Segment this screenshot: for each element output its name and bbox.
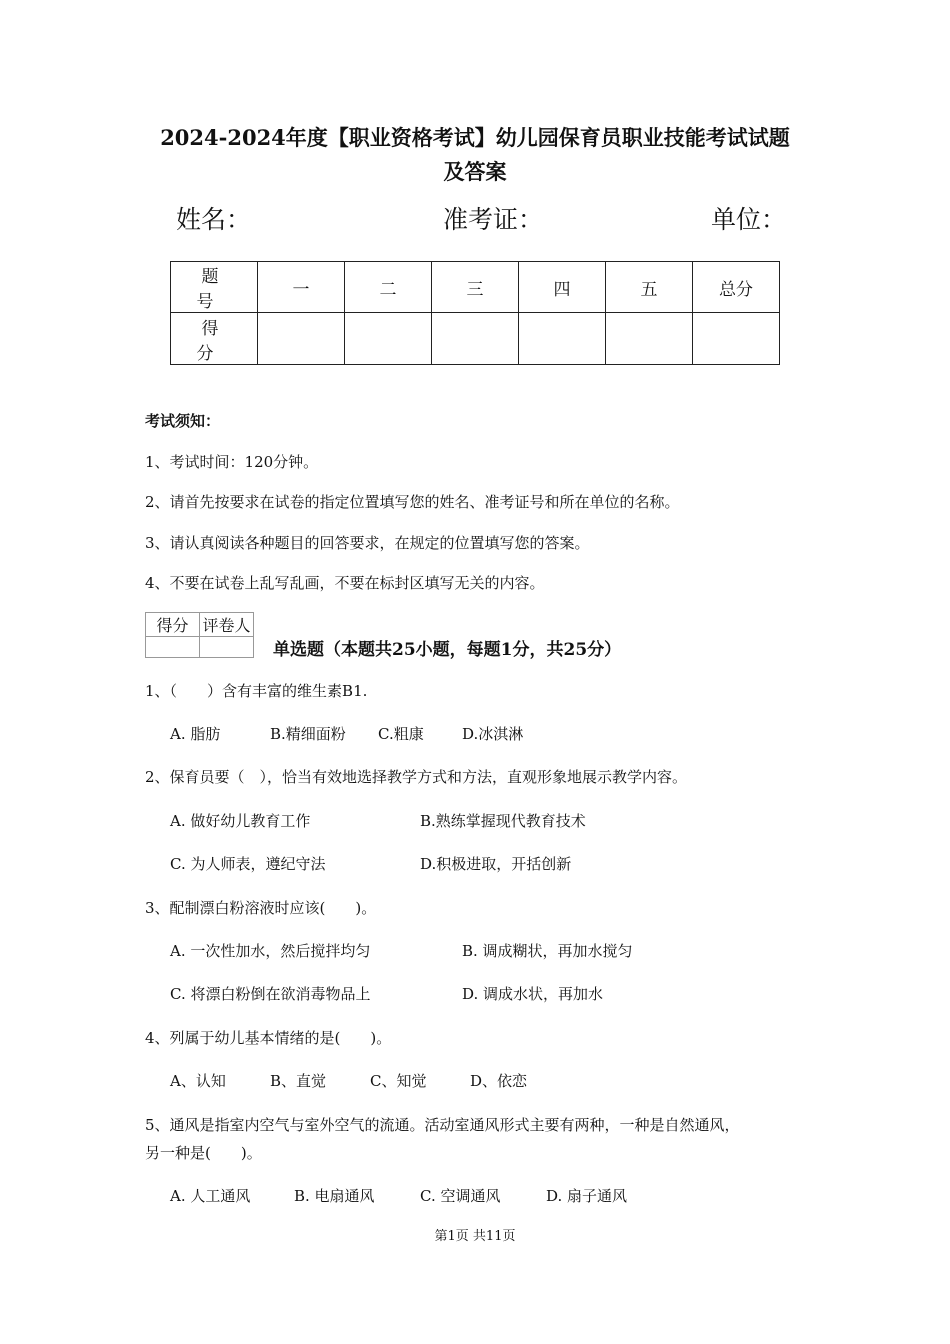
question-option: C、知觉: [370, 1072, 427, 1090]
grader-reviewer-label: 评卷人: [200, 613, 254, 637]
document-title-continued: 及答案: [443, 159, 507, 184]
exam-id-label: 准考证：: [443, 205, 544, 234]
question-option: A、认知: [170, 1072, 226, 1090]
question-stem: 2、保育员要（ ），恰当有效地选择教学方式和方法，直观形象地展示教学内容。: [145, 768, 688, 786]
question-option: D.积极进取，开括创新: [420, 855, 572, 873]
section-3-score-cell: [432, 313, 519, 365]
question-option: C. 空调通风: [420, 1187, 501, 1205]
score-table: [170, 261, 780, 365]
question-stem-continued: 另一种是( )。: [145, 1144, 262, 1162]
question-option: C. 将漂白粉倒在欲消毒物品上: [170, 985, 371, 1003]
question-option: D. 调成水状，再加水: [462, 985, 604, 1003]
name-label: 姓名：: [176, 205, 252, 234]
section-1-score-cell: [258, 313, 345, 365]
section-heading: 单选题（本题共25小题，每题1分，共25分）: [273, 640, 622, 660]
score-label: 得 分: [171, 313, 258, 365]
section-2-score-cell: [345, 313, 432, 365]
notice-item: 1、考试时间：120分钟。: [145, 453, 319, 471]
question-option: B. 调成糊状，再加水搅匀: [462, 942, 633, 960]
grader-reviewer-cell: [200, 637, 254, 658]
section-3-header: 三: [432, 262, 519, 313]
section-5-score-cell: [606, 313, 693, 365]
grader-score-label: 得分: [146, 613, 200, 637]
question-stem: 3、配制漂白粉溶液时应该( )。: [145, 899, 377, 917]
total-score-header: 总分: [693, 262, 780, 313]
question-option: D. 扇子通风: [546, 1187, 628, 1205]
question-option: D.冰淇淋: [462, 725, 524, 743]
page-footer: 第1页 共11页: [434, 1229, 516, 1244]
question-option: B.精细面粉: [270, 725, 346, 743]
section-4-score-cell: [519, 313, 606, 365]
question-stem: 4、列属于幼儿基本情绪的是( )。: [145, 1029, 392, 1047]
question-option: D、依恋: [470, 1072, 528, 1090]
score-table-score-row: [171, 313, 780, 365]
notice-heading: 考试须知：: [145, 412, 221, 430]
question-stem: 1、（ ）含有丰富的维生素B1.: [145, 682, 368, 700]
section-1-header: 一: [258, 262, 345, 313]
question-option: A. 一次性加水，然后搅拌均匀: [170, 942, 371, 960]
grader-score-cell: [146, 637, 200, 658]
notice-item: 2、请首先按要求在试卷的指定位置填写您的姓名、准考证号和所在单位的名称。: [145, 493, 680, 511]
question-option: A. 做好幼儿教育工作: [170, 812, 311, 830]
section-2-header: 二: [345, 262, 432, 313]
grader-table: [145, 612, 254, 658]
question-option: B. 电扇通风: [294, 1187, 375, 1205]
notice-item: 3、请认真阅读各种题目的回答要求，在规定的位置填写您的答案。: [145, 534, 590, 552]
question-option: B.熟练掌握现代教育技术: [420, 812, 586, 830]
section-5-header: 五: [606, 262, 693, 313]
notice-item: 4、不要在试卷上乱写乱画，不要在标封区填写无关的内容。: [145, 574, 545, 592]
question-option: B、直觉: [270, 1072, 327, 1090]
unit-label: 单位：: [711, 205, 787, 234]
question-stem: 5、通风是指室内空气与室外空气的流通。活动室通风形式主要有两种，一种是自然通风，: [145, 1116, 740, 1134]
score-table-header-row: [171, 262, 780, 313]
question-option: C. 为人师表，遵纪守法: [170, 855, 326, 873]
question-option: A. 人工通风: [170, 1187, 251, 1205]
question-option: A. 脂肪: [170, 725, 221, 743]
question-option: C.粗康: [378, 725, 424, 743]
document-title: 2024-2024年度【职业资格考试】幼儿园保育员职业技能考试试题: [160, 125, 790, 150]
section-4-header: 四: [519, 262, 606, 313]
question-number-label: 题 号: [171, 262, 258, 313]
total-score-cell: [693, 313, 780, 365]
